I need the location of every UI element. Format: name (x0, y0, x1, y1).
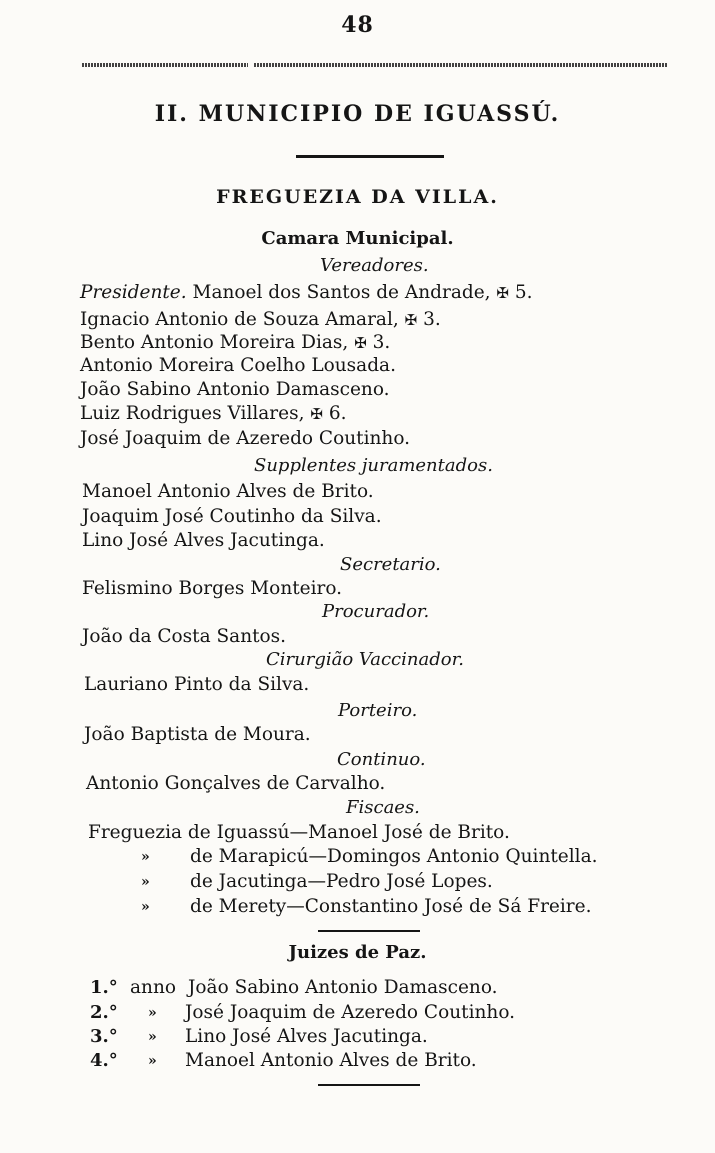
ditto-mark: » (141, 849, 150, 865)
member-name: Luiz Rodrigues Villares, (80, 403, 305, 424)
member-suffix: 3. (417, 309, 441, 330)
page-number: 48 (341, 12, 374, 38)
list-item: Joaquim José Coutinho da Silva. (82, 506, 382, 527)
cirurgiao-name: Lauriano Pinto da Silva. (84, 674, 310, 695)
presidente-label: Presidente. (80, 282, 187, 303)
juiz-number: 4.° (90, 1050, 118, 1071)
list-item: Manoel Antonio Alves de Brito. (82, 481, 374, 502)
fiscaes-title: Fiscaes. (346, 797, 420, 818)
fiscal-first: Freguezia de Iguassú—Manoel José de Brito. (88, 822, 510, 843)
page-title: II. MUNICIPIO DE IGUASSÚ. (154, 101, 561, 127)
cross-icon: ✠ (354, 334, 367, 352)
list-item: João Sabino Antonio Damasceno. (80, 379, 390, 400)
section-divider (318, 930, 420, 932)
list-item (80, 309, 441, 330)
continuo-name: Antonio Gonçalves de Carvalho. (86, 773, 386, 794)
member-suffix: 3. (366, 332, 391, 353)
member-name: Bento Antonio Moreira Dias, (80, 332, 349, 353)
juiz-mark: anno (130, 977, 176, 998)
fiscal-item: de Jacutinga—Pedro José Lopes. (190, 871, 493, 892)
heading-divider (296, 155, 444, 158)
ditto-mark: » (141, 874, 150, 890)
juiz-name: Lino José Alves Jacutinga. (185, 1026, 428, 1047)
list-item: José Joaquim de Azeredo Coutinho. (80, 428, 411, 449)
juiz-name: João Sabino Antonio Damasceno. (188, 977, 498, 998)
presidente-line (80, 282, 533, 303)
ditto-mark: » (148, 1005, 157, 1021)
list-item: Lino José Alves Jacutinga. (82, 530, 325, 551)
juiz-number: 2.° (90, 1002, 118, 1023)
continuo-title: Continuo. (337, 749, 426, 770)
cirurgiao-title: Cirurgião Vaccinador. (266, 649, 464, 670)
juizes-title: Juizes de Paz. (288, 942, 427, 963)
juiz-name: José Joaquim de Azeredo Coutinho. (185, 1002, 516, 1023)
secretario-name: Felismino Borges Monteiro. (82, 578, 343, 599)
procurador-name: João da Costa Santos. (82, 626, 287, 647)
porteiro-name: João Baptista de Moura. (84, 724, 311, 745)
top-dotted-rule (254, 63, 668, 67)
list-item (80, 332, 390, 353)
vereadores-title: Vereadores. (320, 255, 429, 276)
list-item (80, 403, 347, 424)
section-title: FREGUEZIA DA VILLA. (216, 186, 499, 208)
juiz-name: Manoel Antonio Alves de Brito. (185, 1050, 477, 1071)
member-suffix: 6. (322, 403, 347, 424)
presidente-suffix: 5. (509, 282, 533, 303)
fiscal-item: de Marapicú—Domingos Antonio Quintella. (190, 846, 598, 867)
ditto-mark: » (148, 1053, 157, 1069)
presidente-name: Manoel dos Santos de Andrade, (186, 282, 491, 303)
bottom-divider (318, 1084, 420, 1086)
list-item: Antonio Moreira Coelho Lousada. (80, 355, 396, 376)
porteiro-title: Porteiro. (338, 700, 418, 721)
juiz-number: 3.° (90, 1026, 118, 1047)
supplentes-title: Supplentes juramentados. (254, 455, 493, 476)
cross-icon: ✠ (404, 311, 418, 329)
cross-icon: ✠ (310, 405, 323, 423)
ditto-mark: » (148, 1029, 157, 1045)
procurador-title: Procurador. (322, 601, 430, 622)
ditto-mark: » (141, 899, 150, 915)
camara-title: Camara Municipal. (261, 228, 454, 249)
secretario-title: Secretario. (340, 554, 441, 575)
fiscal-item: de Merety—Constantino José de Sá Freire. (190, 896, 592, 917)
top-dotted-rule (82, 63, 248, 67)
member-name: Ignacio Antonio de Souza Amaral, (80, 309, 399, 330)
cross-icon: ✠ (496, 284, 509, 302)
juiz-number: 1.° (90, 977, 118, 998)
